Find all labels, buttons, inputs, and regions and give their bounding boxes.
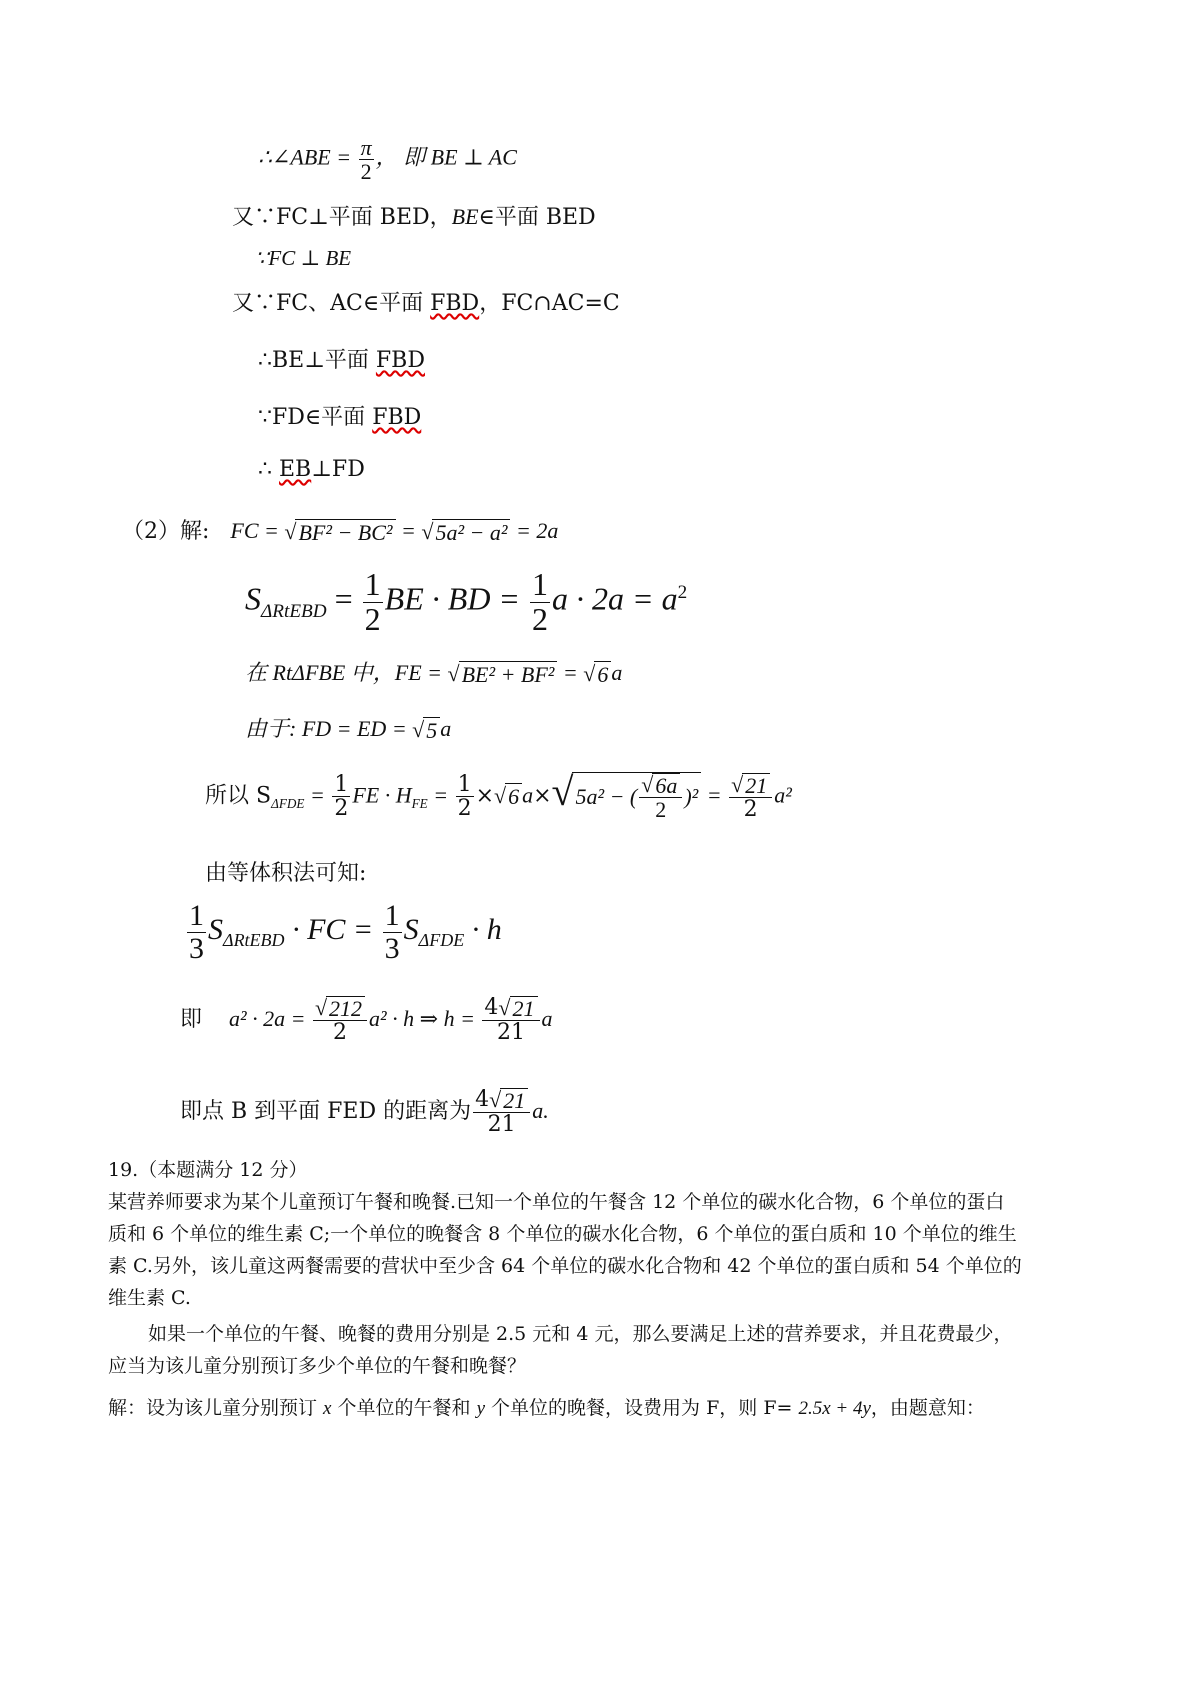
h-value-fraction: 4 √ 21 21 — [482, 996, 539, 1044]
method-line: 由等体积法可知: — [205, 861, 367, 886]
half-fraction: $\frac{1}{2}$ — [364, 566, 381, 637]
sqrt-5: √ 5 — [412, 717, 440, 744]
area-ebd-line: $S_{\Delta RtEBD}$ = $\frac{1}{2}$ BE · BD = $\frac{1}{2}$ $a \cdot 2a = a^2$ — [245, 566, 688, 637]
ji-line: 即 a² · 2a = √ 212 2 a² · h ⇒ h = 4 √ 21 21 a — [180, 995, 553, 1046]
proof-line-1: ∴∠ABE = $\frac{\pi}{2}$ ， 即 BE ⊥ AC — [258, 135, 517, 185]
half-fraction-3: $\frac{1}{2}$ — [334, 772, 349, 822]
q19-para-2: 质和 6 个单位的维生素 C;一个单位的晚餐含 8 个单位的碳水化合物，6 个单位的蛋白质和 10 个单位的维生 — [108, 1223, 1017, 1245]
part2-label: （2）解: — [122, 519, 210, 544]
distance-fraction: 4 √ 21 21 — [473, 1088, 530, 1136]
sqrt-6-b: √ 6 — [494, 783, 522, 810]
part2-fc-line: （2）解: FC = √ BF² − BC² = √ 5a² − a² = 2a — [122, 518, 559, 545]
q19-para-3: 素 C.另外，该儿童这两餐需要的营状中至少含 64 个单位的碳水化合物和 42 个单位的蛋白质和 54 个单位的 — [108, 1255, 1022, 1277]
third-fraction: $\frac{1}{3}$ — [189, 899, 204, 965]
sqrt-big: √ 5a² − ( √ 6a 2 )² — [552, 772, 702, 821]
pi-over-2-fraction: $\frac{\pi}{2}$ — [360, 135, 372, 185]
q19-para-4: 维生素 C. — [108, 1287, 191, 1309]
q19-solution: 解：设为该儿童分别预订 x 个单位的午餐和 y 个单位的晚餐，设费用为 F，则 F= 2.5x + 4y，由题意知： — [108, 1397, 985, 1419]
q19-title: 19.（本题满分 12 分） — [108, 1159, 308, 1181]
sqrt212-fraction: √ 212 2 — [313, 996, 367, 1044]
proof-line-4: 又∵FC、AC∈平面 FBD，FC∩AC=C — [232, 291, 620, 316]
sqrt21-over-2: √ 21 2 — [729, 773, 772, 821]
youyu-line: 由于: FD = ED = √ 5 a — [245, 716, 452, 743]
proof-line-3: ∵FC ⊥ BE — [255, 246, 352, 270]
rt-fbe-line: 在 RtΔFBE 中，FE = √ BE² + BF² = √ 6 a — [245, 660, 623, 687]
sqrt-5a-a: √ 5a² − a² — [421, 519, 510, 546]
half-fraction-2: $\frac{1}{2}$ — [532, 566, 549, 637]
proof-line-2: 又∵FC⊥平面 BED，BE∈平面 BED — [232, 204, 596, 230]
sqrt-bf-bc: √ BF² − BC² — [284, 519, 395, 546]
q19-para-6: 应当为该儿童分别预订多少个单位的午餐和晚餐？ — [108, 1355, 527, 1377]
third-fraction-2: $\frac{1}{3}$ — [384, 899, 400, 965]
half-fraction-4: $\frac{1}{2}$ — [457, 772, 472, 822]
sqrt-6: √ 6 — [583, 661, 611, 688]
volume-equation: $\frac{1}{3}$ $S_{\Delta RtEBD}$ · FC = $\frac{1}{3}$ $S_{\Delta FDE} \cdot h$ — [189, 899, 502, 965]
proof-line-5: ∴BE⊥平面 FBD — [258, 348, 425, 373]
distance-line: 即点 B 到平面 FED 的距离为 4 √ 21 21 a. — [180, 1087, 549, 1138]
q19-para-5: 如果一个单位的午餐、晚餐的费用分别是 2.5 元和 4 元，那么要满足上述的营养要求，并且花费最少， — [148, 1323, 1013, 1345]
proof-line-6: ∵FD∈平面 FBD — [258, 405, 422, 430]
sqrt-be-bf: √ BE² + BF² — [448, 661, 558, 688]
q19-para-1: 某营养师要求为某个儿童预订午餐和晚餐.已知一个单位的午餐含 12 个单位的碳水化合物，6 个单位的蛋白 — [108, 1191, 1005, 1213]
area-fde-line: 所以 $S_{\Delta FDE}$ = $\frac{1}{2}$ FE · $H_{FE}$ = $\frac{1}{2}$ × √ 6 a× √ 5a² − ( √ 6a 2 )² = √ 21 2 a² — [205, 769, 792, 823]
proof-line-7: ∴ EB⊥FD — [258, 457, 365, 482]
